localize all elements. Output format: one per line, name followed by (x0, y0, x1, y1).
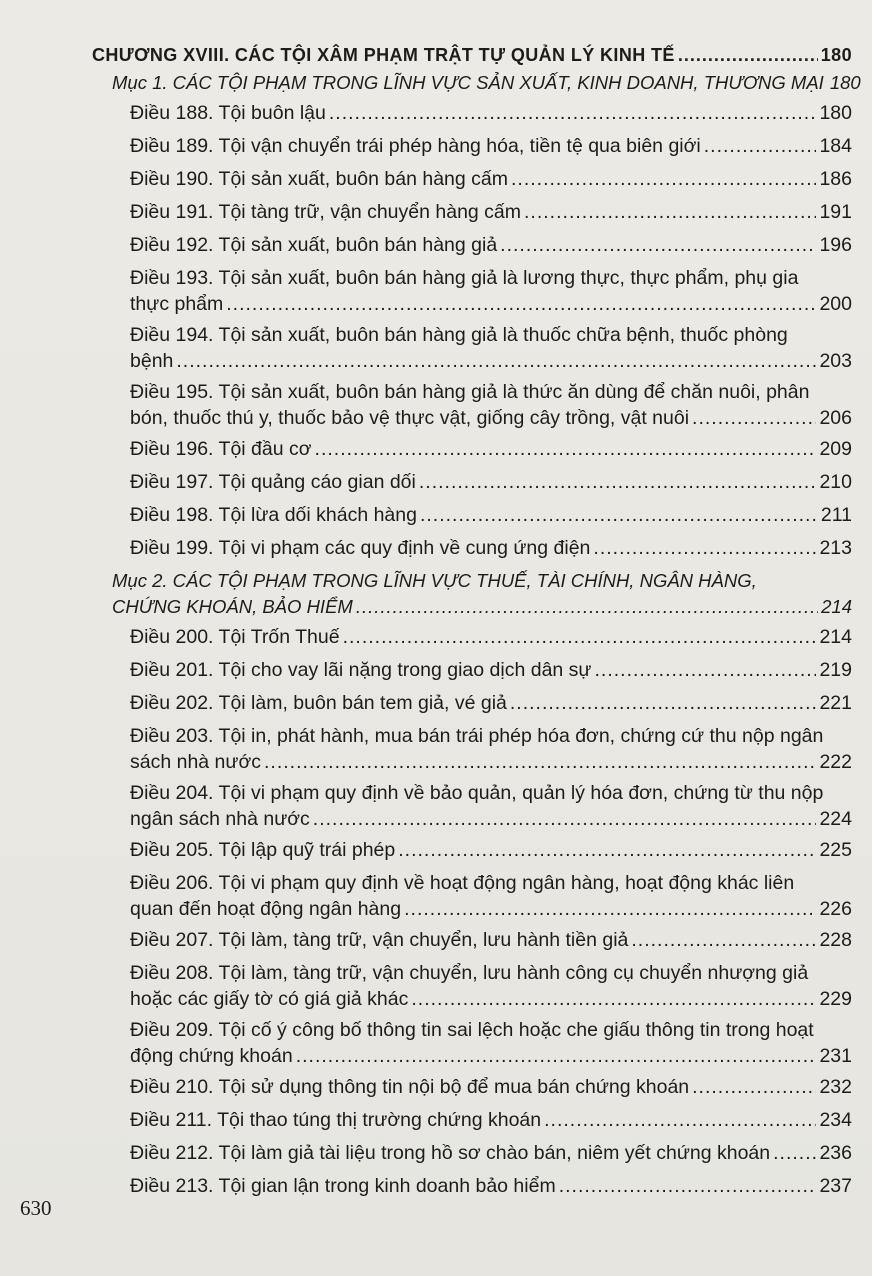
toc-entry-page: 191 (819, 201, 852, 223)
leader-dots (226, 291, 816, 317)
toc-entry (130, 379, 852, 431)
leader-dots (356, 594, 818, 620)
toc-entry-title: Điều 199. Tội vi phạm các quy định về cung ứng điện (130, 537, 591, 559)
toc-entry-title-line2: thực phẩm (130, 293, 224, 315)
toc-entry-title-line2: quan đến hoạt động ngân hàng (130, 898, 402, 920)
toc-entry (130, 1173, 852, 1199)
toc-entry-page: 221 (819, 692, 852, 714)
section-1-page: 180 (829, 72, 861, 93)
toc-entry-page: 236 (819, 1142, 852, 1164)
toc-entry-title: Điều 200. Tội Trốn Thuế (130, 626, 340, 648)
toc-entry-page: 228 (819, 929, 852, 951)
leader-dots (343, 624, 817, 650)
toc-entry-title-line2: bón, thuốc thú y, thuốc bảo vệ thực vật, giống cây trồng, vật nuôi (130, 407, 690, 429)
leader-dots (315, 436, 817, 462)
toc-entry-title: Điều 197. Tội quảng cáo gian dối (130, 471, 416, 493)
toc-entry-page: 219 (819, 659, 852, 681)
toc-entry (130, 657, 852, 683)
leader-dots (692, 1074, 816, 1100)
toc-entry-title: Điều 196. Tội đầu cơ (130, 438, 312, 460)
section-1-entries (92, 100, 852, 561)
toc-entry-page: 210 (819, 471, 852, 493)
toc-entry-page: 186 (819, 168, 852, 190)
leader-dots (511, 166, 816, 192)
toc-entry-page: 196 (819, 234, 852, 256)
toc-entry-title: Điều 189. Tội vận chuyển trái phép hàng hóa, tiền tệ qua biên giới (130, 135, 701, 157)
toc-entry-title: Điều 192. Tội sản xuất, buôn bán hàng giả (130, 234, 498, 256)
section-1-title: Mục 1. CÁC TỘI PHẠM TRONG LĨNH VỰC SẢN XUẤT, KINH DOANH, THƯƠNG MẠI (112, 72, 824, 93)
toc-entry-title-line2: sách nhà nước (130, 751, 261, 773)
leader-dots (500, 232, 816, 258)
toc-entry (130, 837, 852, 863)
table-of-contents (92, 42, 861, 1206)
leader-dots (773, 1140, 816, 1166)
chapter-page: 180 (820, 45, 852, 65)
toc-entry (130, 502, 852, 528)
toc-entry-page: 200 (819, 293, 852, 315)
toc-entry-title: Điều 212. Tội làm giả tài liệu trong hồ sơ chào bán, niêm yết chứng khoán (130, 1142, 771, 1164)
toc-entry (130, 624, 852, 650)
toc-entry-page: 222 (819, 751, 852, 773)
toc-entry-title: Điều 213. Tội gian lận trong kinh doanh bảo hiểm (130, 1175, 556, 1197)
toc-entry-page: 226 (819, 898, 852, 920)
toc-entry-title: Điều 201. Tội cho vay lãi nặng trong giao dịch dân sự (130, 659, 592, 681)
toc-entry-title-line2: ngân sách nhà nước (130, 808, 310, 830)
toc-entry-title-line1: Điều 195. Tội sản xuất, buôn bán hàng giả là thức ăn dùng để chăn nuôi, phân (130, 381, 810, 403)
toc-entry-title-line1: Điều 209. Tội cố ý công bố thông tin sai lệch hoặc che giấu thông tin trong hoạt (130, 1019, 814, 1041)
toc-entry-title-line1: Điều 194. Tội sản xuất, buôn bán hàng giả là thuốc chữa bệnh, thuốc phòng (130, 324, 788, 346)
toc-entry-title-line1: Điều 206. Tội vi phạm quy định về hoạt động ngân hàng, hoạt động khác liên (130, 872, 795, 894)
toc-entry (130, 927, 852, 953)
toc-entry (130, 960, 852, 1012)
toc-entry-page: 180 (819, 102, 852, 124)
toc-entry-title: Điều 198. Tội lừa dối khách hàng (130, 504, 417, 526)
leader-dots (524, 199, 816, 225)
leader-dots (593, 535, 816, 561)
leader-dots (544, 1107, 816, 1133)
toc-entry (130, 166, 852, 192)
leader-dots (176, 348, 816, 374)
section-2-title-line1: Mục 2. CÁC TỘI PHẠM TRONG LĨNH VỰC THUẾ, TÀI CHÍNH, NGÂN HÀNG, (112, 570, 757, 591)
toc-entry-title-line1: Điều 193. Tội sản xuất, buôn bán hàng giả là lương thực, thực phẩm, phụ gia (130, 267, 799, 289)
leader-dots (411, 986, 816, 1012)
toc-entry (130, 436, 852, 462)
toc-entry (130, 780, 852, 832)
toc-entry-title-line1: Điều 204. Tội vi phạm quy định về bảo quản, quản lý hóa đơn, chứng từ thu nộp (130, 782, 824, 804)
toc-entry (130, 265, 852, 317)
toc-entry (130, 1140, 852, 1166)
section-1-heading (112, 70, 861, 96)
leader-dots (704, 133, 817, 159)
leader-dots (296, 1043, 817, 1069)
toc-entry (130, 133, 852, 159)
toc-entry-title: Điều 202. Tội làm, buôn bán tem giả, vé giả (130, 692, 507, 714)
page-number: 630 (20, 1196, 52, 1220)
toc-entry-page: 206 (819, 407, 852, 429)
toc-entry-page: 214 (819, 626, 852, 648)
leader-dots (419, 469, 817, 495)
toc-entry-page: 237 (819, 1175, 852, 1197)
toc-entry-page: 225 (819, 839, 852, 861)
toc-entry (130, 870, 852, 922)
toc-entry-page: 232 (819, 1076, 852, 1098)
toc-entry-page: 211 (820, 504, 852, 526)
leader-dots (692, 405, 816, 431)
toc-entry-page: 209 (819, 438, 852, 460)
toc-entry-page: 234 (819, 1109, 852, 1131)
section-2-heading (112, 568, 852, 620)
toc-entry (130, 1107, 852, 1133)
toc-entry-title: Điều 190. Tội sản xuất, buôn bán hàng cấm (130, 168, 508, 190)
toc-entry (130, 199, 852, 225)
toc-entry-page: 184 (819, 135, 852, 157)
leader-dots (398, 837, 816, 863)
leader-dots (631, 927, 816, 953)
toc-entry-title-line1: Điều 208. Tội làm, tàng trữ, vận chuyển, lưu hành công cụ chuyển nhượng giả (130, 962, 809, 984)
leader-dots (264, 749, 816, 775)
toc-entry-page: 224 (819, 808, 852, 830)
leader-dots (313, 806, 817, 832)
toc-entry (130, 232, 852, 258)
toc-entry-title: Điều 191. Tội tàng trữ, vận chuyển hàng cấm (130, 201, 522, 223)
leader-dots (595, 657, 817, 683)
leader-dots (559, 1173, 817, 1199)
section-2-page: 214 (821, 596, 852, 617)
toc-entry (130, 723, 852, 775)
toc-entry (130, 1017, 852, 1069)
chapter-title: CHƯƠNG XVIII. CÁC TỘI XÂM PHẠM TRẬT TỰ QUẢN LÝ KINH TẾ (92, 45, 675, 65)
toc-entry-title-line2: hoặc các giấy tờ có giá giả khác (130, 988, 409, 1010)
toc-entry (130, 1074, 852, 1100)
toc-entry-title: Điều 211. Tội thao túng thị trường chứng khoán (130, 1109, 542, 1131)
toc-entry-title: Điều 205. Tội lập quỹ trái phép (130, 839, 396, 861)
toc-entry-page: 229 (819, 988, 852, 1010)
toc-entry (130, 690, 852, 716)
leader-dots (404, 896, 816, 922)
toc-entry-title: Điều 210. Tội sử dụng thông tin nội bộ để mua bán chứng khoán (130, 1076, 690, 1098)
leader-dots (510, 690, 817, 716)
toc-entry-title-line2: bệnh (130, 350, 174, 372)
toc-entry (130, 535, 852, 561)
chapter-heading (92, 42, 852, 68)
toc-entry (130, 469, 852, 495)
toc-entry-page: 231 (819, 1045, 852, 1067)
section-2-entries (92, 624, 852, 1199)
leader-dots (420, 502, 818, 528)
section-2-title-line2: CHỨNG KHOÁN, BẢO HIỂM (112, 596, 353, 617)
toc-entry-title: Điều 188. Tội buôn lậu (130, 102, 326, 124)
leader-dots (329, 100, 817, 126)
leader-dots (678, 42, 818, 68)
toc-entry-title-line1: Điều 203. Tội in, phát hành, mua bán trái phép hóa đơn, chứng cứ thu nộp ngân (130, 725, 824, 747)
toc-entry-page: 213 (819, 537, 852, 559)
toc-entry-title: Điều 207. Tội làm, tàng trữ, vận chuyển, lưu hành tiền giả (130, 929, 629, 951)
toc-entry-page: 203 (819, 350, 852, 372)
toc-entry (130, 100, 852, 126)
toc-entry-title-line2: động chứng khoán (130, 1045, 293, 1067)
toc-entry (130, 322, 852, 374)
